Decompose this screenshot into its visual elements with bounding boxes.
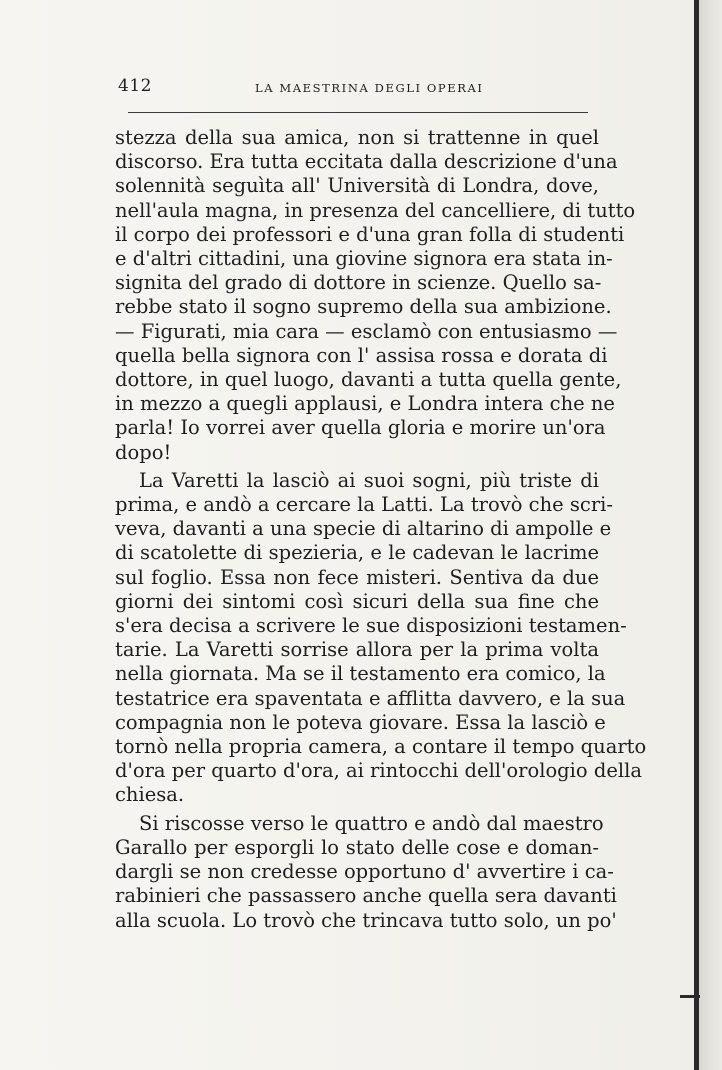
text-line: s'era decisa a scrivere le sue disposizioni testamen- — [115, 614, 627, 638]
running-title: LA MAESTRINA DEGLI OPERAI — [255, 81, 484, 95]
text-line: solennità seguìta all' Università di Londra, dove, — [115, 174, 599, 198]
text-line: stezza della sua amica, non si trattenne in quel — [115, 126, 599, 149]
text-line: testatrice era spaventata e afflitta davvero, e la sua — [115, 686, 626, 710]
page-number: 412 — [118, 76, 152, 96]
text-line: quella bella signora con l' assisa rossa e dorata di — [115, 343, 608, 367]
text-line: giorni dei sintomi così sicuri della sua fine che — [115, 589, 599, 613]
text-line: e d'altri cittadini, una giovine signora era stata in- — [115, 247, 613, 271]
text-line: prima, e andò a cercare la Latti. La trovò che scri- — [115, 493, 613, 517]
text-line: il corpo dei professori e d'una gran folla di studenti — [115, 222, 625, 246]
text-line: dottore, in quel luogo, davanti a tutta quella gente, — [115, 368, 622, 392]
running-head — [118, 76, 590, 100]
text-line: dargli se non credesse opportuno d' avvertire i ca- — [115, 860, 614, 884]
text-line: rebbe stato il sogno supremo della sua ambizione. — [115, 295, 612, 319]
text-line: dopo! — [115, 440, 172, 464]
text-line: nella giornata. Ma se il testamento era comico, la — [115, 662, 606, 686]
text-line: tornò nella propria camera, a contare il tempo quarto — [115, 735, 647, 759]
text-line: Si riscosse verso le quattro e andò dal maestro — [139, 811, 604, 835]
text-line: signita del grado di dottore in scienze. Quello sa- — [115, 271, 602, 295]
text-line: La Varetti la lasciò ai suoi sogni, più triste di — [139, 468, 599, 492]
text-line: chiesa. — [115, 783, 185, 807]
text-line: sul foglio. Essa non fece misteri. Sentiva da due — [115, 565, 599, 589]
text-line: alla scuola. Lo trovò che trincava tutto solo, un po' — [115, 908, 617, 932]
body-text — [115, 126, 647, 933]
text-line: discorso. Era tutta eccitata dalla descrizione d'una — [115, 150, 618, 174]
text-line: Garallo per esporgli lo stato delle cose e doman- — [115, 835, 599, 859]
text-line: veva, davanti a una specie di altarino di ampolle e — [115, 517, 612, 541]
text-line: di scatolette di spezieria, e le cadevan le lacrime — [115, 541, 599, 565]
text-line: tarie. La Varetti sorrise allora per la prima volta — [115, 638, 599, 662]
page-edge-shadow — [699, 0, 722, 1070]
text-line: in mezzo a quegli applausi, e Londra intera che ne — [115, 392, 615, 416]
text-line: parla! Io vorrei aver quella gloria e morire un'ora — [115, 416, 606, 440]
edge-mark — [680, 995, 700, 998]
binding-edge — [694, 0, 699, 1070]
text-line: compagnia non le poteva giovare. Essa la lasciò e — [115, 710, 606, 734]
text-line: d'ora per quarto d'ora, ai rintocchi dell'orologio della — [115, 759, 642, 783]
text-line: rabinieri che passassero anche quella sera davanti — [115, 884, 617, 908]
text-line: nell'aula magna, in presenza del cancelliere, di tutto — [115, 198, 636, 222]
header-rule — [128, 112, 588, 113]
text-line: — Figurati, mia cara — esclamò con entusiasmo — — [115, 319, 618, 343]
